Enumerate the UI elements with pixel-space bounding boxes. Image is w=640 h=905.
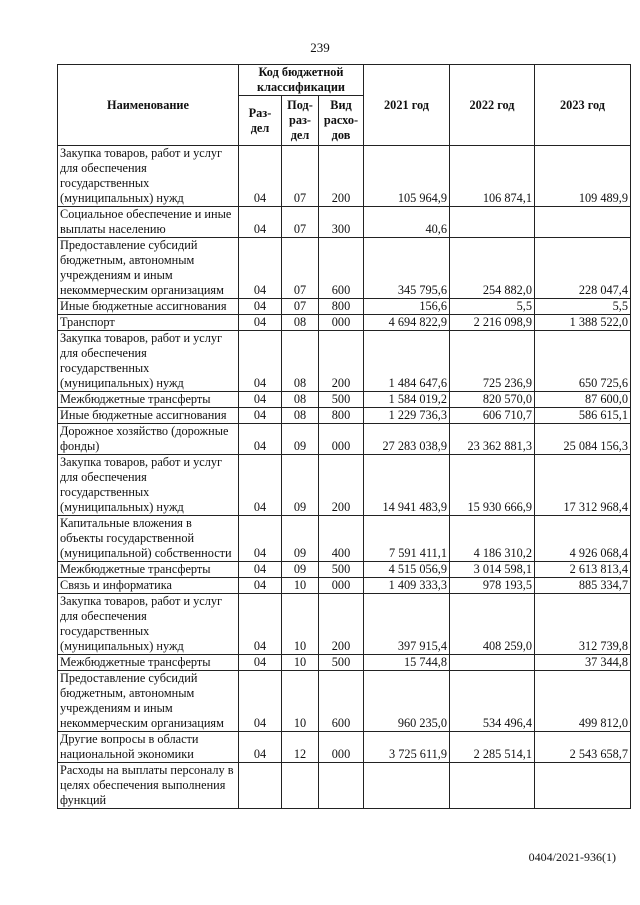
row-section: 04 [239,331,282,392]
row-name-cell [58,331,239,392]
row-subsection: 10 [282,594,319,655]
row-name-cell [58,238,239,299]
row-subsection: 07 [282,207,319,238]
row-subsection [282,763,319,809]
row-section: 04 [239,594,282,655]
row-name-cell [58,594,239,655]
row-subsection: 07 [282,146,319,207]
row-2023: 17 312 968,4 [535,455,631,516]
header-bcc: Код бюджетной классификации [239,65,364,96]
row-2023 [535,207,631,238]
row-2022: 408 259,0 [450,594,535,655]
row-2022: 106 874,1 [450,146,535,207]
row-name: Предоставление субсидий бюджетным, автономным учреждениям и иным некоммерческим организациям [60,671,224,730]
row-name-cell [58,408,239,424]
page-number: 239 [310,40,330,55]
row-subsection: 10 [282,655,319,671]
row-expense-type: 800 [319,299,364,315]
row-2023: 650 725,6 [535,331,631,392]
table-header [58,65,631,146]
row-subsection: 08 [282,408,319,424]
row-2022: 978 193,5 [450,578,535,594]
row-section: 04 [239,732,282,763]
row-name: Социальное обеспечение и иные выплаты населению [60,207,232,236]
row-2021: 7 591 411,1 [364,516,450,562]
row-subsection: 07 [282,299,319,315]
row-section: 04 [239,578,282,594]
row-expense-type: 600 [319,671,364,732]
table-row [58,655,631,671]
row-name: Дорожное хозяйство (дорожные фонды) [60,424,229,453]
row-2022 [450,763,535,809]
row-2023: 25 084 156,3 [535,424,631,455]
row-name: Другие вопросы в области национальной экономики [60,732,199,761]
table-row [58,516,631,562]
row-subsection: 09 [282,516,319,562]
row-name-cell [58,392,239,408]
header-name: Наименование [58,65,239,146]
row-2022: 3 014 598,1 [450,562,535,578]
row-2021: 4 694 822,9 [364,315,450,331]
row-2021: 4 515 056,9 [364,562,450,578]
row-subsection: 07 [282,238,319,299]
row-name-cell [58,516,239,562]
table-row [58,146,631,207]
row-2021: 27 283 038,9 [364,424,450,455]
header-2021: 2021 год [364,65,450,146]
row-name: Межбюджетные трансферты [60,655,211,669]
row-2021: 1 409 333,3 [364,578,450,594]
row-name-cell [58,578,239,594]
row-section: 04 [239,516,282,562]
row-2021: 40,6 [364,207,450,238]
budget-table [57,64,631,809]
row-section: 04 [239,655,282,671]
row-name: Иные бюджетные ассигнования [60,299,227,313]
row-2021: 15 744,8 [364,655,450,671]
row-2021: 1 584 019,2 [364,392,450,408]
row-2021: 397 915,4 [364,594,450,655]
row-2021: 960 235,0 [364,671,450,732]
row-name: Расходы на выплаты персоналу в целях обеспечения выполнения функций [60,763,234,807]
row-expense-type: 200 [319,455,364,516]
row-2022: 5,5 [450,299,535,315]
table-row [58,578,631,594]
row-name: Закупка товаров, работ и услуг для обеспечения государственных (муниципальных) нужд [60,594,223,653]
row-2021: 156,6 [364,299,450,315]
row-2023: 37 344,8 [535,655,631,671]
header-section: Раз- дел [239,96,282,146]
header-2023: 2023 год [535,65,631,146]
row-section: 04 [239,392,282,408]
row-name-cell [58,455,239,516]
row-name-cell [58,424,239,455]
row-section: 04 [239,207,282,238]
row-expense-type: 800 [319,408,364,424]
row-subsection: 08 [282,331,319,392]
row-subsection: 10 [282,671,319,732]
document-code: 0404/2021-936(1) [528,850,616,864]
row-name-cell [58,315,239,331]
row-2022 [450,207,535,238]
row-2021: 105 964,9 [364,146,450,207]
table-row [58,331,631,392]
row-expense-type: 500 [319,655,364,671]
row-expense-type: 000 [319,424,364,455]
row-section: 04 [239,562,282,578]
table-row [58,315,631,331]
row-subsection: 08 [282,315,319,331]
row-expense-type: 000 [319,315,364,331]
row-2023: 1 388 522,0 [535,315,631,331]
row-2022: 2 216 098,9 [450,315,535,331]
row-2022: 4 186 310,2 [450,516,535,562]
table-row [58,671,631,732]
row-section: 04 [239,408,282,424]
row-2022: 2 285 514,1 [450,732,535,763]
row-expense-type: 200 [319,331,364,392]
row-name: Предоставление субсидий бюджетным, автономным учреждениям и иным некоммерческим организациям [60,238,224,297]
row-section: 04 [239,299,282,315]
table-row [58,392,631,408]
row-name: Капитальные вложения в объекты государственной (муниципальной) собственности [60,516,232,560]
row-2022: 15 930 666,9 [450,455,535,516]
row-2022: 820 570,0 [450,392,535,408]
row-section: 04 [239,146,282,207]
row-expense-type: 000 [319,578,364,594]
row-subsection: 09 [282,424,319,455]
row-name-cell [58,207,239,238]
row-name: Транспорт [60,315,115,329]
table-row [58,763,631,809]
row-expense-type: 200 [319,146,364,207]
row-name: Закупка товаров, работ и услуг для обеспечения государственных (муниципальных) нужд [60,331,223,390]
row-name-cell [58,299,239,315]
row-2023: 87 600,0 [535,392,631,408]
row-expense-type: 300 [319,207,364,238]
row-section: 04 [239,315,282,331]
row-subsection: 10 [282,578,319,594]
row-2023: 4 926 068,4 [535,516,631,562]
row-2023: 228 047,4 [535,238,631,299]
row-2023: 499 812,0 [535,671,631,732]
header-2022: 2022 год [450,65,535,146]
row-name: Иные бюджетные ассигнования [60,408,227,422]
row-2023: 312 739,8 [535,594,631,655]
row-name-cell [58,671,239,732]
row-2022: 23 362 881,3 [450,424,535,455]
table-row [58,299,631,315]
table-row [58,562,631,578]
row-2021: 14 941 483,9 [364,455,450,516]
row-2022 [450,655,535,671]
row-2021: 345 795,6 [364,238,450,299]
row-section: 04 [239,238,282,299]
row-2021: 1 484 647,6 [364,331,450,392]
row-2022: 254 882,0 [450,238,535,299]
table-row [58,424,631,455]
row-section: 04 [239,424,282,455]
row-subsection: 09 [282,562,319,578]
row-expense-type: 600 [319,238,364,299]
row-name-cell [58,732,239,763]
table-row [58,594,631,655]
table-row [58,408,631,424]
row-2023: 2 543 658,7 [535,732,631,763]
row-name: Закупка товаров, работ и услуг для обеспечения государственных (муниципальных) нужд [60,146,223,205]
row-expense-type: 500 [319,562,364,578]
row-2022: 606 710,7 [450,408,535,424]
row-2023 [535,763,631,809]
row-name-cell [58,146,239,207]
row-2022: 534 496,4 [450,671,535,732]
row-2022: 725 236,9 [450,331,535,392]
row-2023: 5,5 [535,299,631,315]
table-body [58,146,631,809]
row-name: Связь и информатика [60,578,172,592]
row-subsection: 09 [282,455,319,516]
header-expense-type: Вид расхо- дов [319,96,364,146]
row-expense-type: 500 [319,392,364,408]
row-expense-type: 400 [319,516,364,562]
row-name: Межбюджетные трансферты [60,392,211,406]
row-name-cell [58,763,239,809]
row-2023: 885 334,7 [535,578,631,594]
row-name: Закупка товаров, работ и услуг для обеспечения государственных (муниципальных) нужд [60,455,223,514]
table-row [58,238,631,299]
table-row [58,207,631,238]
row-2023: 2 613 813,4 [535,562,631,578]
table-row [58,732,631,763]
row-section: 04 [239,671,282,732]
row-section: 04 [239,455,282,516]
row-subsection: 08 [282,392,319,408]
header-subsection: Под- раз- дел [282,96,319,146]
row-expense-type [319,763,364,809]
row-2023: 109 489,9 [535,146,631,207]
row-2021: 3 725 611,9 [364,732,450,763]
row-2023: 586 615,1 [535,408,631,424]
row-name-cell [58,655,239,671]
row-2021 [364,763,450,809]
row-name-cell [58,562,239,578]
row-expense-type: 200 [319,594,364,655]
row-section [239,763,282,809]
row-subsection: 12 [282,732,319,763]
table-row [58,455,631,516]
row-2021: 1 229 736,3 [364,408,450,424]
row-expense-type: 000 [319,732,364,763]
row-name: Межбюджетные трансферты [60,562,211,576]
